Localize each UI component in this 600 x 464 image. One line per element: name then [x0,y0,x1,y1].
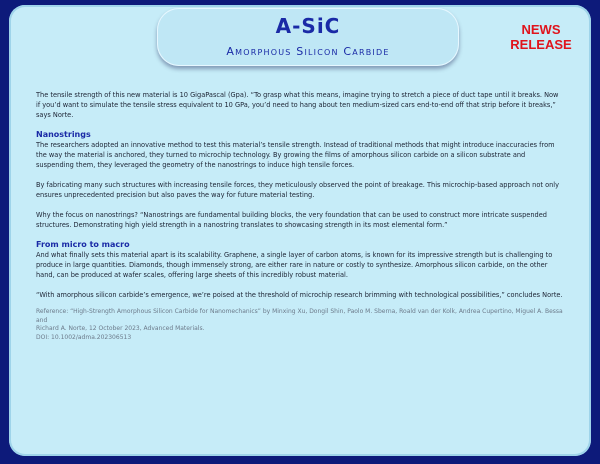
reference-line-2: Richard A. Norte, 12 October 2023, Advanced Materials. [36,325,205,332]
title-banner [157,8,459,66]
reference-doi: DOI: 10.1002/adma.202306513 [36,333,132,341]
reference-block [36,308,564,342]
page-title: A-SiC [275,14,341,38]
page-subtitle: Amorphous Silicon Carbide [226,45,390,58]
news-release-label [493,22,589,52]
intro-paragraph: The tensile strength of this new material is 10 GigaPascal (Gpa). “To grasp what this means, imagine trying to stretch a piece of duct tape until it breaks. Now if you’d want to simulate the tensile stress equivalent to 10 GPa, you’d need to hang about ten medium-sized cars end-to-end off that strip before it breaks,” says Norte. [36,91,559,119]
news-label-line1: NEWS [521,22,561,37]
section-heading-micro-to-macro: From micro to macro [36,240,130,249]
section2-paragraph-1: And what finally sets this material apart is its scalability. Graphene, a single layer of carbon atoms, is known for its impressive strength but is challenging to produce in large quantities. Diamonds, though immensely strong, are either rare in nature or costly to synthesize. Amorphous silicon carbide, on the other hand, can be produced at wafer scales, offering large sheets of this incredibly robust material. [36,251,553,279]
section1-paragraph-2: By fabricating many such structures with increasing tensile forces, they meticulously observed the point of breakage. This microchip-based approach not only ensures unprecedented precision but also paves the way for future material testing. [36,181,560,199]
section1-paragraph-1: The researchers adopted an innovative method to test this material’s tensile strength. Instead of traditional methods that might introduce inaccuracies from the way the material is anchored, they turned to microchip technology. By growing the films of amorphous silicon carbide on a silicon substrate and suspending them, they leveraged the geometry of the nanostrings to induce high tensile forces. [36,141,555,169]
reference-line-1: Reference: “High-Strength Amorphous Silicon Carbide for Nanomechanics” by Minxing Xu, Dongil Shin, Paolo M. Sberna, Roald van der Kolk, Andrea Cupertino, Miguel A. Bessa and [36,308,563,324]
section2-paragraph-2: “With amorphous silicon carbide’s emergence, we’re poised at the threshold of microchip research brimming with technological possibilities,” concludes Norte. [36,291,563,299]
section-heading-nanostrings: Nanostrings [36,130,91,139]
news-label-line2: RELEASE [510,37,572,52]
section1-paragraph-3: Why the focus on nanostrings? “Nanostrings are fundamental building blocks, the very foundation that can be used to construct more intricate suspended structures. Demonstrating high yield strength in a nanostring translates to showcasing strength in its most elemental form.” [36,211,547,229]
article-body [36,90,564,342]
